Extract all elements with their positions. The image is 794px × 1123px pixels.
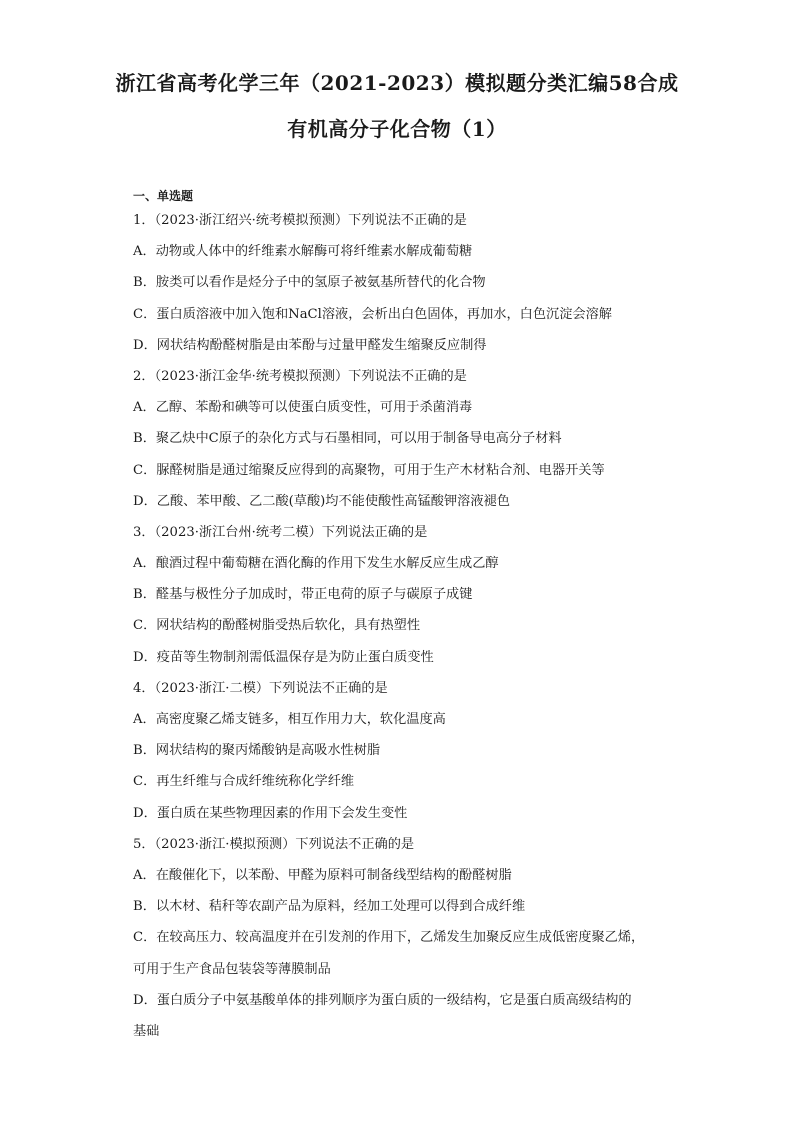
question-stem-2: 2．（2023·浙江金华·统考模拟预测）下列说法不正确的是 <box>133 368 467 384</box>
question-1-option-d: D．网状结构酚醛树脂是由苯酚与过量甲醛发生缩聚反应制得 <box>133 337 487 353</box>
question-1-option-a: A．动物或人体中的纤维素水解酶可将纤维素水解成葡萄糖 <box>133 244 473 260</box>
question-3-option-d: D．疫苗等生物制剂需低温保存是为防止蛋白质变性 <box>133 649 434 665</box>
question-list <box>133 205 673 1047</box>
question-2-option-d: D．乙酸、苯甲酸、乙二酸(草酸)均不能使酸性高锰酸钾溶液褪色 <box>133 493 510 509</box>
question-1-option-b: B．胺类可以看作是烃分子中的氢原子被氨基所替代的化合物 <box>133 275 486 291</box>
question-5-option-c-continued: 可用于生产食品包装袋等薄膜制品 <box>133 961 331 977</box>
document-title-line2: 有机高分子化合物（1） <box>287 117 507 141</box>
question-4-option-a: A．高密度聚乙烯支链多，相互作用力大，软化温度高 <box>133 712 446 727</box>
question-2-option-a: A．乙醇、苯酚和碘等可以使蛋白质变性，可用于杀菌消毒 <box>133 400 473 416</box>
question-stem-4: 4．（2023·浙江·二模）下列说法不正确的是 <box>133 680 388 696</box>
question-5-option-d-continued: 基础 <box>133 1023 160 1039</box>
question-5-option-b: B．以木材、秸秆等农副产品为原料，经加工处理可以得到合成纤维 <box>133 899 526 915</box>
question-stem-5: 5．（2023·浙江·模拟预测）下列说法不正确的是 <box>133 836 415 852</box>
question-2-option-b: B．聚乙炔中C原子的杂化方式与石墨相同，可以用于制备导电高分子材料 <box>133 431 562 447</box>
question-4-option-b: B．网状结构的聚丙烯酸钠是高吸水性树脂 <box>133 743 381 759</box>
question-5-option-a: A．在酸催化下，以苯酚、甲醛为原料可制备线型结构的酚醛树脂 <box>133 867 512 883</box>
question-3-option-a: A．酿酒过程中葡萄糖在酒化酶的作用下发生水解反应生成乙醇 <box>133 556 499 572</box>
question-5-option-c: C．在较高压力、较高温度并在引发剂的作用下，乙烯发生加聚反应生成低密度聚乙烯， <box>133 930 645 946</box>
question-2-option-c: C．脲醛树脂是通过缩聚反应得到的高聚物，可用于生产木材粘合剂、电器开关等 <box>133 462 605 478</box>
document-title-line1: 浙江省高考化学三年（2021-2023）模拟题分类汇编58合成 <box>115 71 679 95</box>
section-heading: 一、单选题 <box>133 189 194 203</box>
question-stem-3: 3．（2023·浙江台州·统考二模）下列说法正确的是 <box>133 524 428 540</box>
question-4-option-c: C．再生纤维与合成纤维统称化学纤维 <box>133 774 355 790</box>
question-4-option-d: D．蛋白质在某些物理因素的作用下会发生变性 <box>133 805 408 821</box>
question-stem-1: 1．（2023·浙江绍兴·统考模拟预测）下列说法不正确的是 <box>133 213 467 228</box>
question-1-option-c: C．蛋白质溶液中加入饱和NaCl溶液，会析出白色固体，再加水，白色沉淀会溶解 <box>133 306 612 322</box>
question-3-option-b: B．醛基与极性分子加成时，带正电荷的原子与碳原子成键 <box>133 587 473 603</box>
question-5-option-d: D．蛋白质分子中氨基酸单体的排列顺序为蛋白质的一级结构，它是蛋白质高级结构的 <box>133 992 632 1008</box>
question-3-option-c: C．网状结构的酚醛树脂受热后软化，具有热塑性 <box>133 618 421 634</box>
